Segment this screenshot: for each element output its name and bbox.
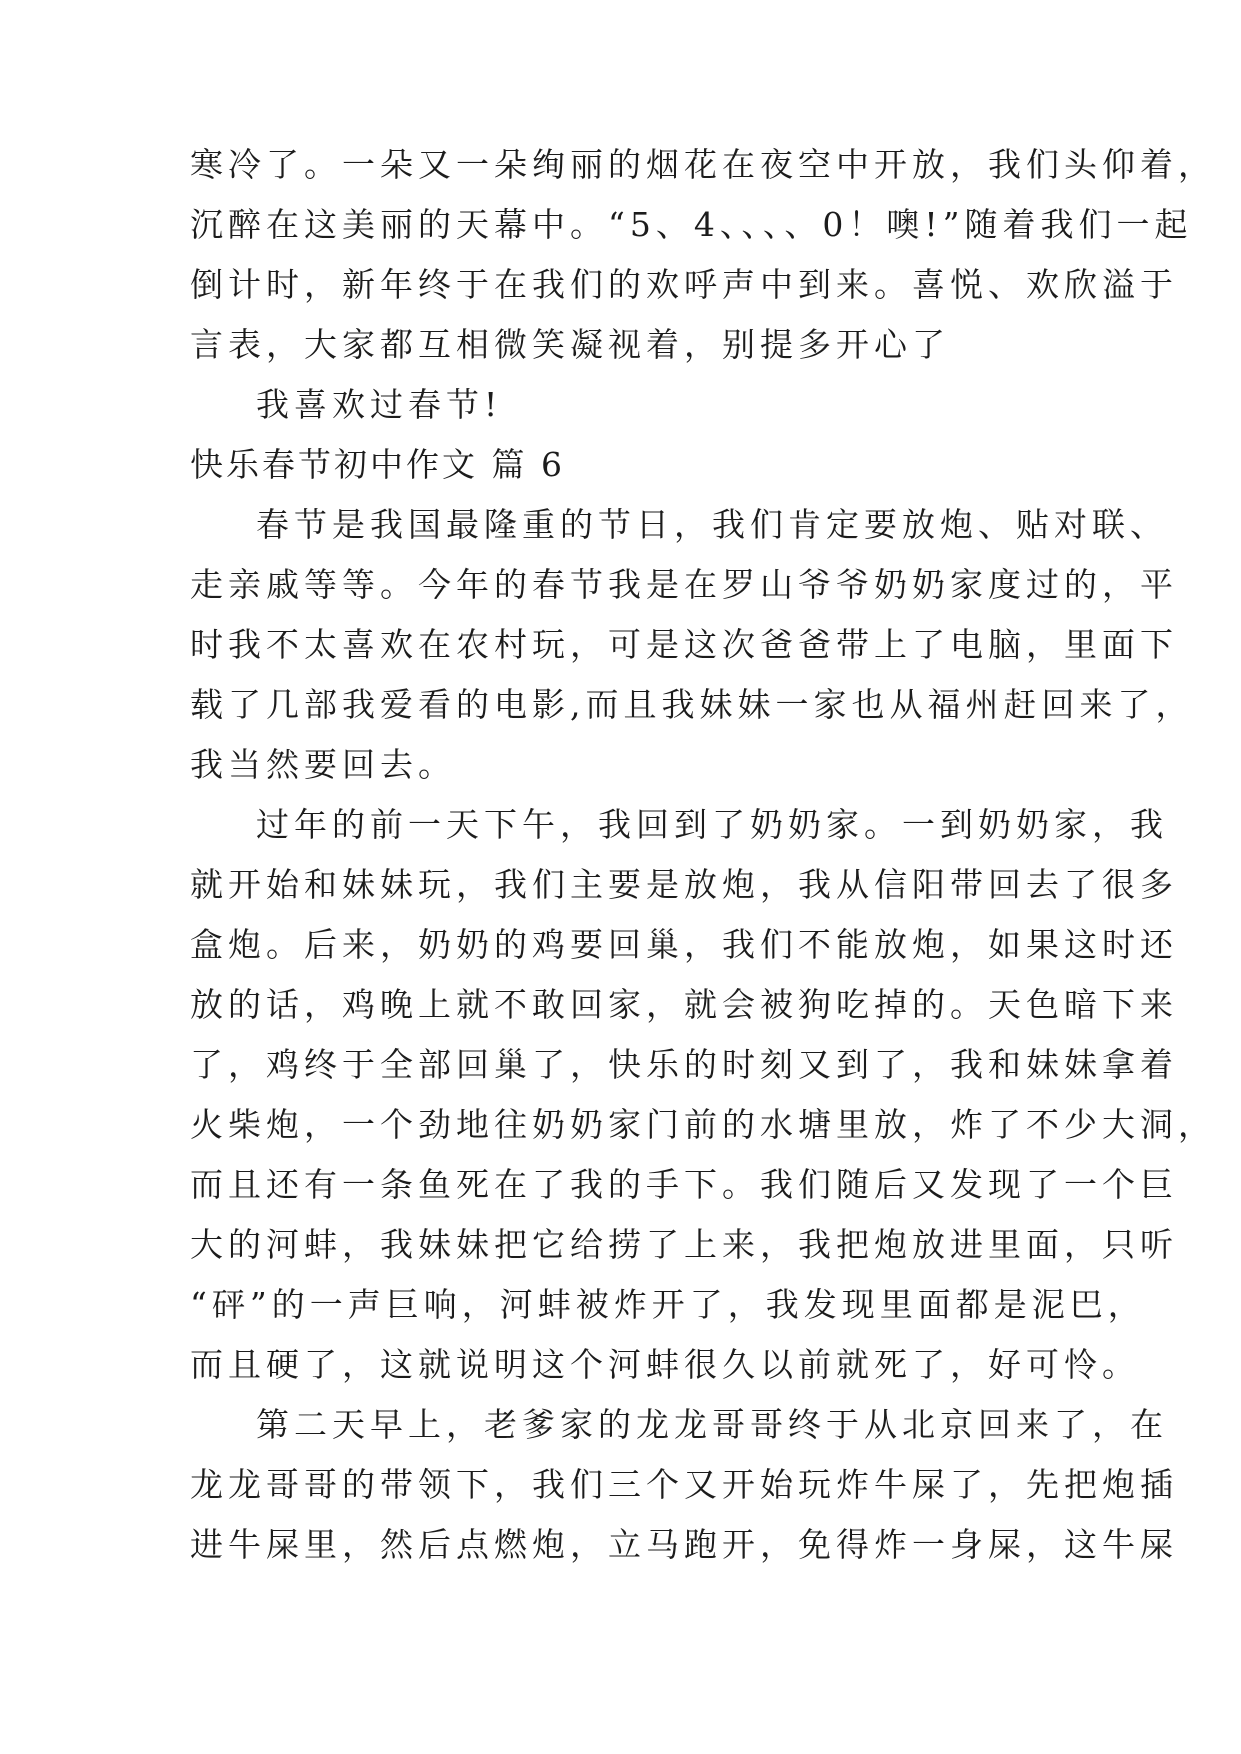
text-line: 言表，大家都互相微笑凝视着，别提多开心了 (190, 325, 950, 364)
text-line: 载了几部我爱看的电影,而且我妹妹一家也从福州赶回来了， (190, 685, 1194, 724)
text-line: 我当然要回去。 (190, 745, 456, 784)
text-line: 过年的前一天下午，我回到了奶奶家。一到奶奶家，我 (256, 805, 1168, 844)
text-line: 春节是我国最隆重的节日，我们肯定要放炮、贴对联、 (256, 505, 1168, 544)
text-line: 盒炮。后来，奶奶的鸡要回巢，我们不能放炮，如果这时还 (190, 925, 1178, 964)
text-line: 龙龙哥哥的带领下，我们三个又开始玩炸牛屎了，先把炮插 (190, 1465, 1178, 1504)
text-line: 了，鸡终于全部回巢了，快乐的时刻又到了，我和妹妹拿着 (190, 1045, 1178, 1084)
text-line: 寒冷了。一朵又一朵绚丽的烟花在夜空中开放，我们头仰着， (190, 145, 1216, 184)
text-line: 而且还有一条鱼死在了我的手下。我们随后又发现了一个巨 (190, 1165, 1178, 1204)
text-line: 进牛屎里，然后点燃炮，立马跑开，免得炸一身屎，这牛屎 (190, 1525, 1178, 1564)
text-line: 放的话，鸡晚上就不敢回家，就会被狗吃掉的。天色暗下来 (190, 985, 1178, 1024)
text-line: 火柴炮，一个劲地往奶奶家门前的水塘里放，炸了不少大洞， (190, 1105, 1216, 1144)
text-line: 我喜欢过春节! (256, 385, 503, 424)
text-line: 时我不太喜欢在农村玩，可是这次爸爸带上了电脑，里面下 (190, 625, 1178, 664)
text-line: 大的河蚌，我妹妹把它给捞了上来，我把炮放进里面，只听 (190, 1225, 1178, 1264)
text-line: 第二天早上，老爹家的龙龙哥哥终于从北京回来了，在 (256, 1405, 1168, 1444)
text-line: 就开始和妹妹玩，我们主要是放炮，我从信阳带回去了很多 (190, 865, 1178, 904)
text-line: 而且硬了，这就说明这个河蚌很久以前就死了，好可怜。 (190, 1345, 1140, 1384)
text-line: 走亲戚等等。今年的春节我是在罗山爷爷奶奶家度过的，平 (190, 565, 1178, 604)
text-line: 沉醉在这美丽的天幕中。“5、4、、、、0！噢!”随着我们一起 (190, 205, 1193, 244)
text-line: “砰”的一声巨响，河蚌被炸开了，我发现里面都是泥巴， (190, 1285, 1146, 1324)
text-line: 倒计时，新年终于在我们的欢呼声中到来。喜悦、欢欣溢于 (190, 265, 1178, 304)
section-heading: 快乐春节初中作文 篇 6 (190, 445, 565, 484)
